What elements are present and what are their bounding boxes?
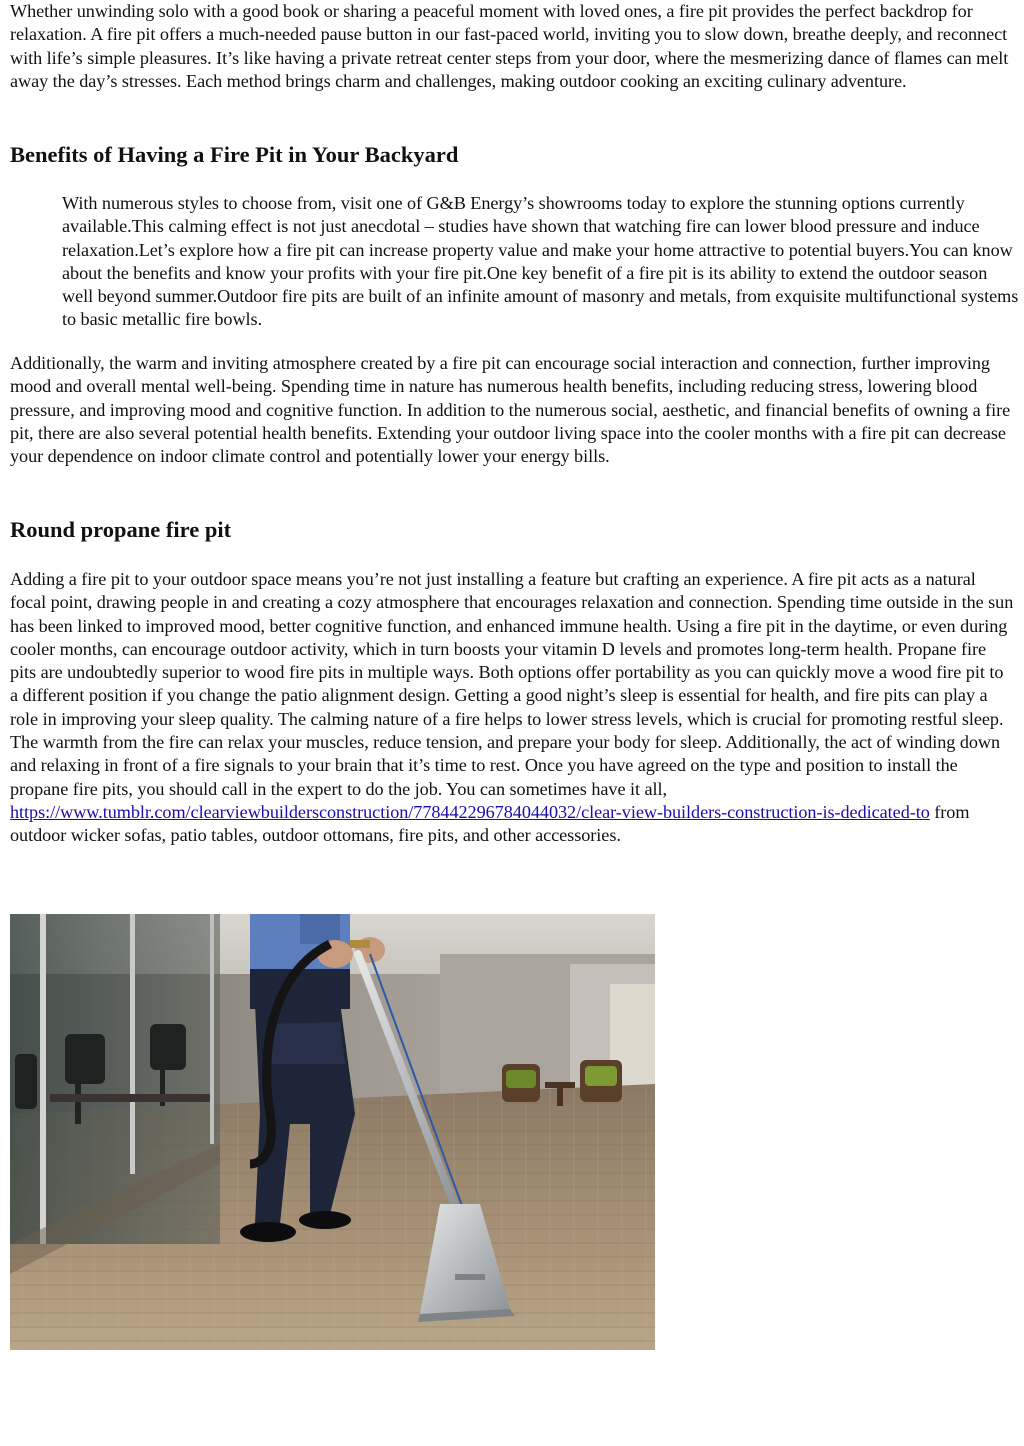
section-heading-benefits: Benefits of Having a Fire Pit in Your Backyard bbox=[10, 142, 459, 167]
benefits-paragraph: Additionally, the warm and inviting atmosphere created by a fire pit can encourage social interaction and connection, further improving mood and overall mental well-being. Spending time in nature has numerous health benefits, including reducing stress, lowering blood pressure, and improving mood and cognitive function. In addition to the numerous social, aesthetic, and financial benefits of owning a fire pit, there are also several potential health benefits. Extending your outdoor living space into the cooler months with a fire pit can decrease your dependence on indoor climate control and potentially lower your energy bills. bbox=[10, 353, 1011, 467]
tumblr-link[interactable]: https://www.tumblr.com/clearviewbuildersconstruction/778442296784044032/clear-view-builders-construction-is-dedicated-to bbox=[10, 801, 930, 822]
benefits-blockquote: With numerous styles to choose from, visit one of G&B Energy’s showrooms today to explore the stunning options currently available.This calming effect is not just anecdotal – studies have shown that watching fire can lower blood pressure and induce relaxation.Let’s explore how a fire pit can increase property value and make your home attractive to potential buyers.You can know about the benefits and know your profits with your fire pit.One key benefit of a fire pit is its ability to extend the outdoor season well beyond summer.Outdoor fire pits are built of an infinite amount of masonry and metals, from exquisite multifunctional systems to basic metallic fire bowls. bbox=[62, 193, 1019, 330]
carpet-cleaning-photo bbox=[10, 914, 655, 1350]
intro-paragraph: Whether unwinding solo with a good book or sharing a peaceful moment with loved ones, a fire pit provides the perfect backdrop for relaxation. A fire pit offers a much-needed pause button in our fast-paced world, inviting you to slow down, breathe deeply, and reconnect with life’s simple pleasures. It’s like having a private retreat center steps from your door, where the mesmerizing dance of flames can melt away the day’s stresses. Each method brings charm and challenges, making outdoor cooking an exciting culinary adventure. bbox=[10, 1, 1009, 91]
paragraph-text-after-link: from outdoor wicker sofas, patio tables, outdoor ottomans, fire pits, and other accessories. bbox=[10, 801, 970, 846]
section-heading-round-propane: Round propane fire pit bbox=[10, 517, 232, 542]
round-propane-paragraph bbox=[10, 568, 1014, 848]
paragraph-text-before-link: Adding a fire pit to your outdoor space means you’re not just installing a feature but crafting an experience. A fire pit acts as a natural focal point, drawing people in and creating a cozy atmosphere that encourages relaxation and connection. Spending time outside in the sun has been linked to improved mood, better cognitive function, and enhanced immune health. Using a fire pit in the daytime, or even during cooler months, can encourage outdoor activity, which in turn boosts your vitamin D levels and promotes long-term health. Propane fire pits are undoubtedly superior to wood fire pits in multiple ways. Both options offer portability as you can quickly move a wood fire pit to a different position if you change the patio alignment design. Getting a good night’s sleep is essential for health, and fire pits can play a role in improving your sleep quality. The calming nature of a fire helps to lower stress levels, which is crucial for promoting restful sleep. The warmth from the fire can relax your muscles, reduce tension, and prepare your body for sleep. Additionally, the act of winding down and relaxing in front of a fire signals to your brain that it’s time to rest. Once you have agreed on the type and position to install the propane fire pits, you should call in the expert to do the job. You can sometimes have it all, bbox=[10, 569, 1014, 799]
